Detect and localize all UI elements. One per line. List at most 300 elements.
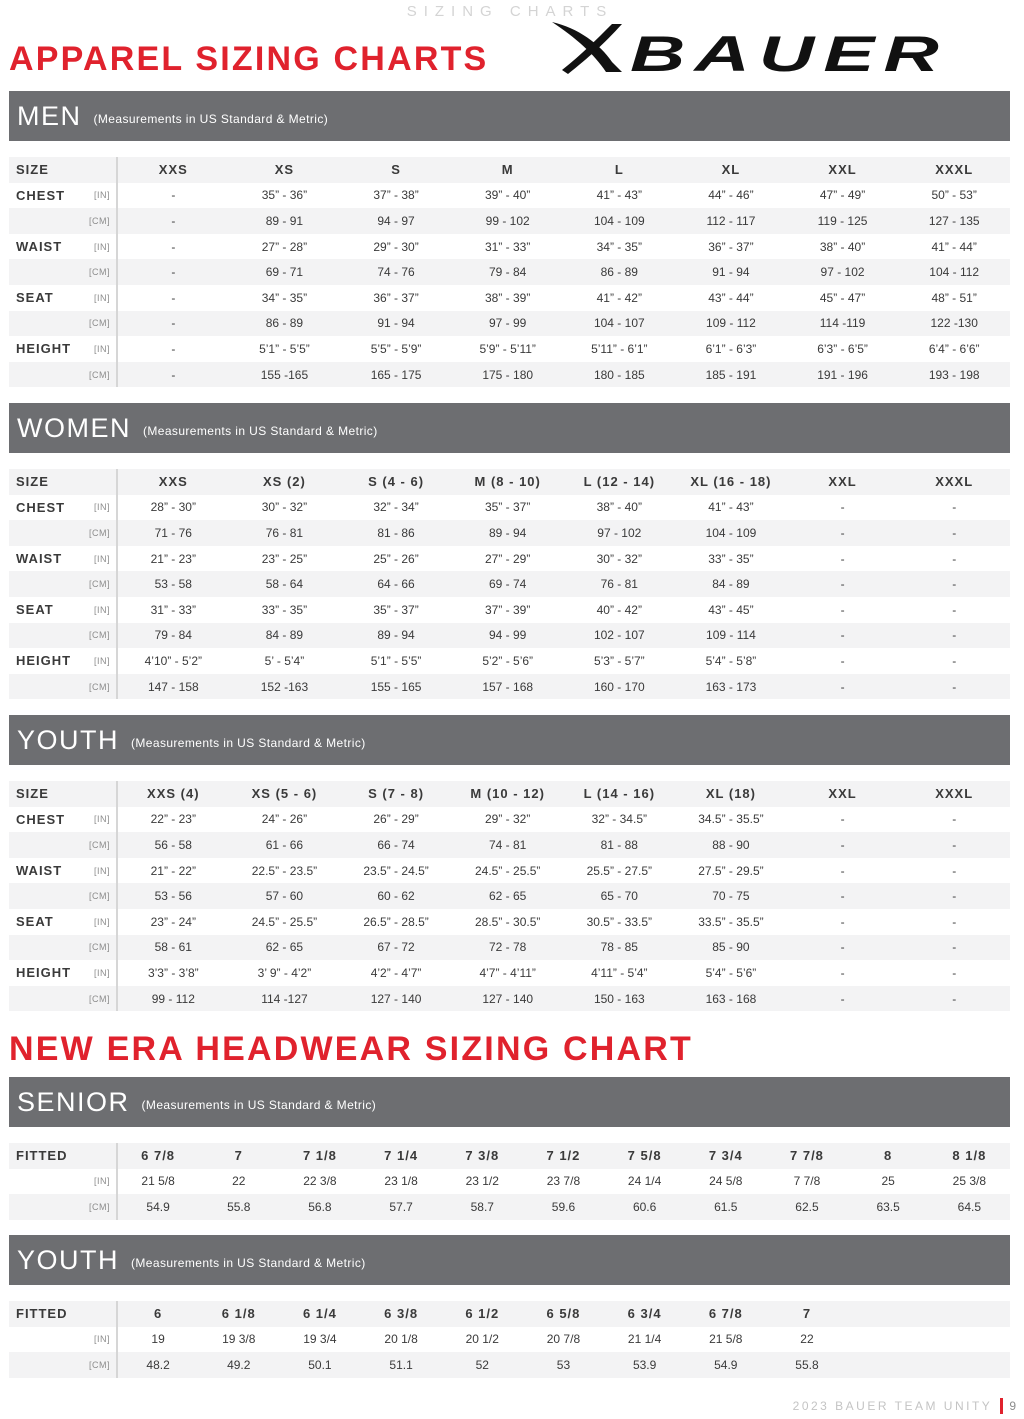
size-header-cell: XXXL — [898, 469, 1010, 495]
table-cell: 19 3/4 — [279, 1327, 360, 1353]
size-header-cell: 6 — [117, 1301, 198, 1327]
size-header-cell: XXXL — [898, 781, 1010, 807]
table-cell: 91 - 94 — [340, 311, 452, 337]
table-cell: 97 - 102 — [787, 259, 899, 285]
table-header-row — [9, 469, 1010, 495]
table-cell: - — [787, 571, 899, 597]
table-cell: 99 - 102 — [452, 208, 564, 234]
table-row — [9, 858, 1010, 884]
size-header-cell: 7 1/2 — [523, 1143, 604, 1169]
unit-header-cell — [85, 469, 117, 495]
table-cell: 85 - 90 — [675, 935, 787, 961]
table-cell: 97 - 102 — [564, 520, 676, 546]
size-header-cell: XL (18) — [675, 781, 787, 807]
table-cell: 21 1/4 — [604, 1327, 685, 1353]
size-header-cell: 7 3/8 — [442, 1143, 523, 1169]
measure-label: SEAT — [9, 285, 85, 311]
table-cell: - — [898, 520, 1010, 546]
table-cell: 64 - 66 — [340, 571, 452, 597]
table-cell: - — [787, 909, 899, 935]
table-row — [9, 1327, 1010, 1353]
table-cell: 61.5 — [685, 1194, 766, 1220]
table-cell: 53 — [523, 1352, 604, 1378]
measure-label — [9, 674, 85, 700]
men-section-band — [9, 91, 1010, 141]
table-cell: 27.5” - 29.5” — [675, 858, 787, 884]
size-label: FITTED — [9, 1143, 85, 1169]
measure-label: SEAT — [9, 597, 85, 623]
unit-label: [IN] — [85, 336, 117, 362]
table-cell: 5’ - 5’4” — [229, 648, 341, 674]
size-header-cell: 7 — [198, 1143, 279, 1169]
table-cell — [848, 1327, 929, 1353]
table-cell: - — [787, 546, 899, 572]
unit-label: [CM] — [85, 311, 117, 337]
measure-label: HEIGHT — [9, 648, 85, 674]
measure-label — [9, 623, 85, 649]
size-header-cell: 7 7/8 — [766, 1143, 847, 1169]
table-cell: 20 7/8 — [523, 1327, 604, 1353]
table-cell: 61 - 66 — [229, 832, 341, 858]
measure-label: CHEST — [9, 183, 85, 209]
table-cell: 23” - 25” — [229, 546, 341, 572]
unit-label: [CM] — [85, 259, 117, 285]
table-cell: 33” - 35” — [229, 597, 341, 623]
measure-label: HEIGHT — [9, 336, 85, 362]
measure-label — [9, 362, 85, 388]
table-cell: 39” - 40” — [452, 183, 564, 209]
table-cell: 34.5” - 35.5” — [675, 807, 787, 833]
table-row — [9, 183, 1010, 209]
page-number: 9 — [1009, 1399, 1016, 1413]
table-row — [9, 986, 1010, 1012]
size-header-cell: M (8 - 10) — [452, 469, 564, 495]
table-cell: 67 - 72 — [340, 935, 452, 961]
table-header-row — [9, 781, 1010, 807]
table-row — [9, 208, 1010, 234]
table-cell: 25” - 26” — [340, 546, 452, 572]
table-cell: 122 -130 — [898, 311, 1010, 337]
table-cell: 34” - 35” — [564, 234, 676, 260]
table-row — [9, 311, 1010, 337]
size-header-cell: M — [452, 157, 564, 183]
women-section-band — [9, 403, 1010, 453]
table-cell: 38” - 40” — [787, 234, 899, 260]
table-cell: 35” - 37” — [452, 495, 564, 521]
table-cell: 21” - 22” — [117, 858, 229, 884]
footer — [793, 1398, 1016, 1414]
unit-label: [IN] — [85, 495, 117, 521]
table-cell: 6’3” - 6’5” — [787, 336, 899, 362]
table-cell: 155 -165 — [229, 362, 341, 388]
table-cell: 91 - 94 — [675, 259, 787, 285]
table-cell: 25.5” - 27.5” — [564, 858, 676, 884]
unit-label: [CM] — [85, 571, 117, 597]
table-row — [9, 495, 1010, 521]
unit-label: [IN] — [85, 234, 117, 260]
table-cell: 35” - 36” — [229, 183, 341, 209]
table-cell: - — [898, 807, 1010, 833]
unit-label: [IN] — [85, 648, 117, 674]
table-cell: 20 1/8 — [361, 1327, 442, 1353]
unit-label: [CM] — [85, 208, 117, 234]
size-header-cell: S (7 - 8) — [340, 781, 452, 807]
table-cell: 22” - 23” — [117, 807, 229, 833]
unit-label: [IN] — [85, 909, 117, 935]
table-cell: 36” - 37” — [675, 234, 787, 260]
table-cell: 72 - 78 — [452, 935, 564, 961]
size-header-cell: 8 — [848, 1143, 929, 1169]
size-label: SIZE — [9, 781, 85, 807]
unit-header-cell — [85, 1143, 117, 1169]
table-cell: 175 - 180 — [452, 362, 564, 388]
table-cell: - — [787, 883, 899, 909]
table-cell: 24 1/4 — [604, 1169, 685, 1195]
table-cell: 37” - 38” — [340, 183, 452, 209]
table-row — [9, 259, 1010, 285]
table-cell: - — [898, 960, 1010, 986]
table-cell: 37” - 39” — [452, 597, 564, 623]
table-cell: 5’3” - 5’7” — [564, 648, 676, 674]
table-cell: 19 — [117, 1327, 198, 1353]
size-header-cell: XXS — [117, 469, 229, 495]
table-cell: 22.5” - 23.5” — [229, 858, 341, 884]
table-cell: 4’10” - 5’2” — [117, 648, 229, 674]
table-cell: 94 - 99 — [452, 623, 564, 649]
table-cell: 33” - 35” — [675, 546, 787, 572]
table-cell: 35” - 37” — [340, 597, 452, 623]
size-header-cell: 6 1/2 — [442, 1301, 523, 1327]
table-cell: - — [787, 623, 899, 649]
table-cell: 23 1/2 — [442, 1169, 523, 1195]
unit-label: [IN] — [85, 183, 117, 209]
size-header-cell: 8 1/8 — [929, 1143, 1010, 1169]
unit-label: [CM] — [85, 935, 117, 961]
table-cell: 25 3/8 — [929, 1169, 1010, 1195]
size-header-cell: XS — [229, 157, 341, 183]
footer-divider — [1000, 1398, 1003, 1414]
table-cell — [848, 1352, 929, 1378]
table-cell: 54.9 — [685, 1352, 766, 1378]
table-cell: 94 - 97 — [340, 208, 452, 234]
table-cell: 57 - 60 — [229, 883, 341, 909]
measure-label: CHEST — [9, 807, 85, 833]
table-cell: 114 -119 — [787, 311, 899, 337]
table-cell: 99 - 112 — [117, 986, 229, 1012]
table-cell: 58 - 64 — [229, 571, 341, 597]
table-cell: 21 5/8 — [117, 1169, 198, 1195]
table-cell: 45” - 47” — [787, 285, 899, 311]
table-cell: 63.5 — [848, 1194, 929, 1220]
table-cell: - — [787, 858, 899, 884]
table-cell: 6’4” - 6’6” — [898, 336, 1010, 362]
table-cell: 86 - 89 — [564, 259, 676, 285]
table-cell: 79 - 84 — [117, 623, 229, 649]
size-label: FITTED — [9, 1301, 85, 1327]
table-cell: 23.5” - 24.5” — [340, 858, 452, 884]
table-cell: 22 — [198, 1169, 279, 1195]
men-subtitle: (Measurements in US Standard & Metric) — [93, 112, 329, 126]
table-cell: 58.7 — [442, 1194, 523, 1220]
page-title: APPAREL SIZING CHARTS — [9, 40, 489, 78]
size-header-cell: M (10 - 12) — [452, 781, 564, 807]
top-label: SIZING CHARTS — [406, 3, 614, 20]
table-cell: 152 -163 — [229, 674, 341, 700]
table-cell: 21” - 23” — [117, 546, 229, 572]
size-header-cell: 7 1/8 — [279, 1143, 360, 1169]
women-title: WOMEN — [17, 412, 131, 443]
table-cell: 55.8 — [198, 1194, 279, 1220]
table-cell: 29” - 32” — [452, 807, 564, 833]
table-row — [9, 807, 1010, 833]
table-header-row — [9, 157, 1010, 183]
table-cell: 5’4” - 5’8” — [675, 648, 787, 674]
unit-label: [IN] — [85, 1327, 117, 1353]
table-cell: 84 - 89 — [675, 571, 787, 597]
table-cell: 76 - 81 — [229, 520, 341, 546]
table-row — [9, 909, 1010, 935]
table-cell: 30” - 32” — [229, 495, 341, 521]
table-cell: 104 - 107 — [564, 311, 676, 337]
table-cell: 20 1/2 — [442, 1327, 523, 1353]
table-cell: 114 -127 — [229, 986, 341, 1012]
table-cell: - — [898, 546, 1010, 572]
table-cell: 41” - 43” — [675, 495, 787, 521]
table-cell: 38” - 39” — [452, 285, 564, 311]
table-row — [9, 1352, 1010, 1378]
table-cell: 51.1 — [361, 1352, 442, 1378]
table-cell: 24.5” - 25.5” — [452, 858, 564, 884]
men-title: MEN — [17, 100, 82, 131]
table-cell: 57.7 — [361, 1194, 442, 1220]
table-cell: 28.5” - 30.5” — [452, 909, 564, 935]
table-cell: - — [898, 648, 1010, 674]
table-cell: 62.5 — [766, 1194, 847, 1220]
measure-label — [9, 1194, 85, 1220]
size-header-cell: L (14 - 16) — [564, 781, 676, 807]
table-cell: - — [898, 986, 1010, 1012]
table-cell: 84 - 89 — [229, 623, 341, 649]
table-cell: 22 — [766, 1327, 847, 1353]
youth-headwear-band — [9, 1235, 1010, 1285]
table-cell: - — [787, 597, 899, 623]
table-cell: 48.2 — [117, 1352, 198, 1378]
table-cell: 157 - 168 — [452, 674, 564, 700]
table-cell: 31” - 33” — [452, 234, 564, 260]
table-cell: 71 - 76 — [117, 520, 229, 546]
table-row — [9, 1194, 1010, 1220]
measure-label — [9, 259, 85, 285]
table-cell: 23” - 24” — [117, 909, 229, 935]
measure-label — [9, 1169, 85, 1195]
table-cell: 160 - 170 — [564, 674, 676, 700]
senior-headwear-band — [9, 1077, 1010, 1127]
table-cell: 89 - 94 — [340, 623, 452, 649]
table-cell: - — [787, 986, 899, 1012]
table-cell: - — [117, 208, 229, 234]
size-header-cell: XXL — [787, 157, 899, 183]
table-row — [9, 623, 1010, 649]
senior-subtitle: (Measurements in US Standard & Metric) — [141, 1098, 377, 1112]
unit-label: [CM] — [85, 520, 117, 546]
table-row — [9, 571, 1010, 597]
table-cell: - — [117, 362, 229, 388]
size-header-cell: XL — [675, 157, 787, 183]
svg-text:BAUER: BAUER — [630, 26, 948, 78]
table-cell: 23 7/8 — [523, 1169, 604, 1195]
table-cell: 24.5” - 25.5” — [229, 909, 341, 935]
table-cell: 24” - 26” — [229, 807, 341, 833]
size-header-cell: 6 5/8 — [523, 1301, 604, 1327]
size-header-cell: 7 5/8 — [604, 1143, 685, 1169]
table-row — [9, 1169, 1010, 1195]
table-cell — [929, 1327, 1010, 1353]
size-header-cell: XXL — [787, 469, 899, 495]
size-header-cell — [929, 1301, 1010, 1327]
table-cell: 27” - 28” — [229, 234, 341, 260]
table-cell: - — [898, 832, 1010, 858]
table-cell: 155 - 165 — [340, 674, 452, 700]
size-header-cell: S — [340, 157, 452, 183]
senior-title: SENIOR — [17, 1086, 130, 1117]
table-cell: 41” - 43” — [564, 183, 676, 209]
table-row — [9, 546, 1010, 572]
table-cell: 32” - 34.5” — [564, 807, 676, 833]
table-cell: 38” - 40” — [564, 495, 676, 521]
table-cell: 5’4” - 5’6” — [675, 960, 787, 986]
table-row — [9, 935, 1010, 961]
table-cell: 69 - 71 — [229, 259, 341, 285]
table-cell: 64.5 — [929, 1194, 1010, 1220]
table-cell: 49.2 — [198, 1352, 279, 1378]
table-cell: 4’7” - 4’11” — [452, 960, 564, 986]
size-header-cell: 6 3/8 — [361, 1301, 442, 1327]
table-cell: 30” - 32” — [564, 546, 676, 572]
women-subtitle: (Measurements in US Standard & Metric) — [142, 424, 378, 438]
measure-label — [9, 986, 85, 1012]
size-header-cell: XXS — [117, 157, 229, 183]
table-cell: 5’1” - 5’5” — [229, 336, 341, 362]
size-header-cell: XS (2) — [229, 469, 341, 495]
table-cell: 24 5/8 — [685, 1169, 766, 1195]
men-size-table — [9, 157, 1010, 387]
size-header-cell: 6 1/8 — [198, 1301, 279, 1327]
table-cell: 3’3” - 3’8” — [117, 960, 229, 986]
table-cell: 163 - 173 — [675, 674, 787, 700]
table-cell: 5’2” - 5’6” — [452, 648, 564, 674]
unit-label: [IN] — [85, 1169, 117, 1195]
measure-label — [9, 832, 85, 858]
table-cell: 89 - 91 — [229, 208, 341, 234]
table-cell: 56.8 — [279, 1194, 360, 1220]
table-cell: 191 - 196 — [787, 362, 899, 388]
size-header-cell: 7 — [766, 1301, 847, 1327]
unit-label: [IN] — [85, 597, 117, 623]
size-header-cell: XXS (4) — [117, 781, 229, 807]
size-header-cell: L (12 - 14) — [564, 469, 676, 495]
measure-label: WAIST — [9, 546, 85, 572]
table-cell: 43” - 45” — [675, 597, 787, 623]
table-cell: 81 - 86 — [340, 520, 452, 546]
size-header-cell: 7 1/4 — [361, 1143, 442, 1169]
size-header-cell: XL (16 - 18) — [675, 469, 787, 495]
table-cell: 104 - 109 — [675, 520, 787, 546]
unit-label: [CM] — [85, 1352, 117, 1378]
table-cell: 32” - 34” — [340, 495, 452, 521]
table-cell: 53.9 — [604, 1352, 685, 1378]
table-header-row — [9, 1143, 1010, 1169]
size-header-cell: XXL — [787, 781, 899, 807]
measure-label: SEAT — [9, 909, 85, 935]
table-cell: 127 - 140 — [340, 986, 452, 1012]
table-cell: 58 - 61 — [117, 935, 229, 961]
table-cell: - — [787, 832, 899, 858]
table-cell: 29” - 30” — [340, 234, 452, 260]
table-cell: 3’ 9” - 4’2” — [229, 960, 341, 986]
table-cell: - — [117, 259, 229, 285]
table-cell: - — [898, 858, 1010, 884]
unit-header-cell — [85, 157, 117, 183]
table-cell: 5’1” - 5’5” — [340, 648, 452, 674]
measure-label — [9, 883, 85, 909]
size-header-cell: L — [564, 157, 676, 183]
table-cell: 66 - 74 — [340, 832, 452, 858]
table-cell: 56 - 58 — [117, 832, 229, 858]
table-row — [9, 883, 1010, 909]
table-cell: - — [787, 520, 899, 546]
youth-subtitle: (Measurements in US Standard & Metric) — [131, 736, 366, 750]
table-cell: 53 - 56 — [117, 883, 229, 909]
size-header-cell: 6 3/4 — [604, 1301, 685, 1327]
table-row — [9, 832, 1010, 858]
table-cell: 150 - 163 — [564, 986, 676, 1012]
table-cell: 31” - 33” — [117, 597, 229, 623]
table-cell: 86 - 89 — [229, 311, 341, 337]
table-cell: 165 - 175 — [340, 362, 452, 388]
unit-label: [IN] — [85, 858, 117, 884]
measure-label: WAIST — [9, 234, 85, 260]
table-row — [9, 520, 1010, 546]
table-row — [9, 597, 1010, 623]
table-cell: 163 - 168 — [675, 986, 787, 1012]
unit-label: [CM] — [85, 362, 117, 388]
table-cell: - — [787, 648, 899, 674]
measure-label — [9, 520, 85, 546]
unit-label: [CM] — [85, 883, 117, 909]
table-cell: - — [898, 623, 1010, 649]
unit-label: [IN] — [85, 807, 117, 833]
youth-headwear-table — [9, 1301, 1010, 1378]
table-cell: - — [898, 909, 1010, 935]
table-cell: 97 - 99 — [452, 311, 564, 337]
table-row — [9, 336, 1010, 362]
table-cell: 28” - 30” — [117, 495, 229, 521]
table-cell: 5’11” - 6’1” — [564, 336, 676, 362]
table-cell: 65 - 70 — [564, 883, 676, 909]
unit-label: [IN] — [85, 285, 117, 311]
table-cell: 60 - 62 — [340, 883, 452, 909]
table-cell: 50” - 53” — [898, 183, 1010, 209]
table-cell: 76 - 81 — [564, 571, 676, 597]
table-cell: 109 - 112 — [675, 311, 787, 337]
table-cell: - — [117, 285, 229, 311]
unit-header-cell — [85, 781, 117, 807]
table-cell: 7 7/8 — [766, 1169, 847, 1195]
measure-label — [9, 1327, 85, 1353]
table-cell: 185 - 191 — [675, 362, 787, 388]
size-header-cell: 6 7/8 — [685, 1301, 766, 1327]
unit-label: [CM] — [85, 623, 117, 649]
